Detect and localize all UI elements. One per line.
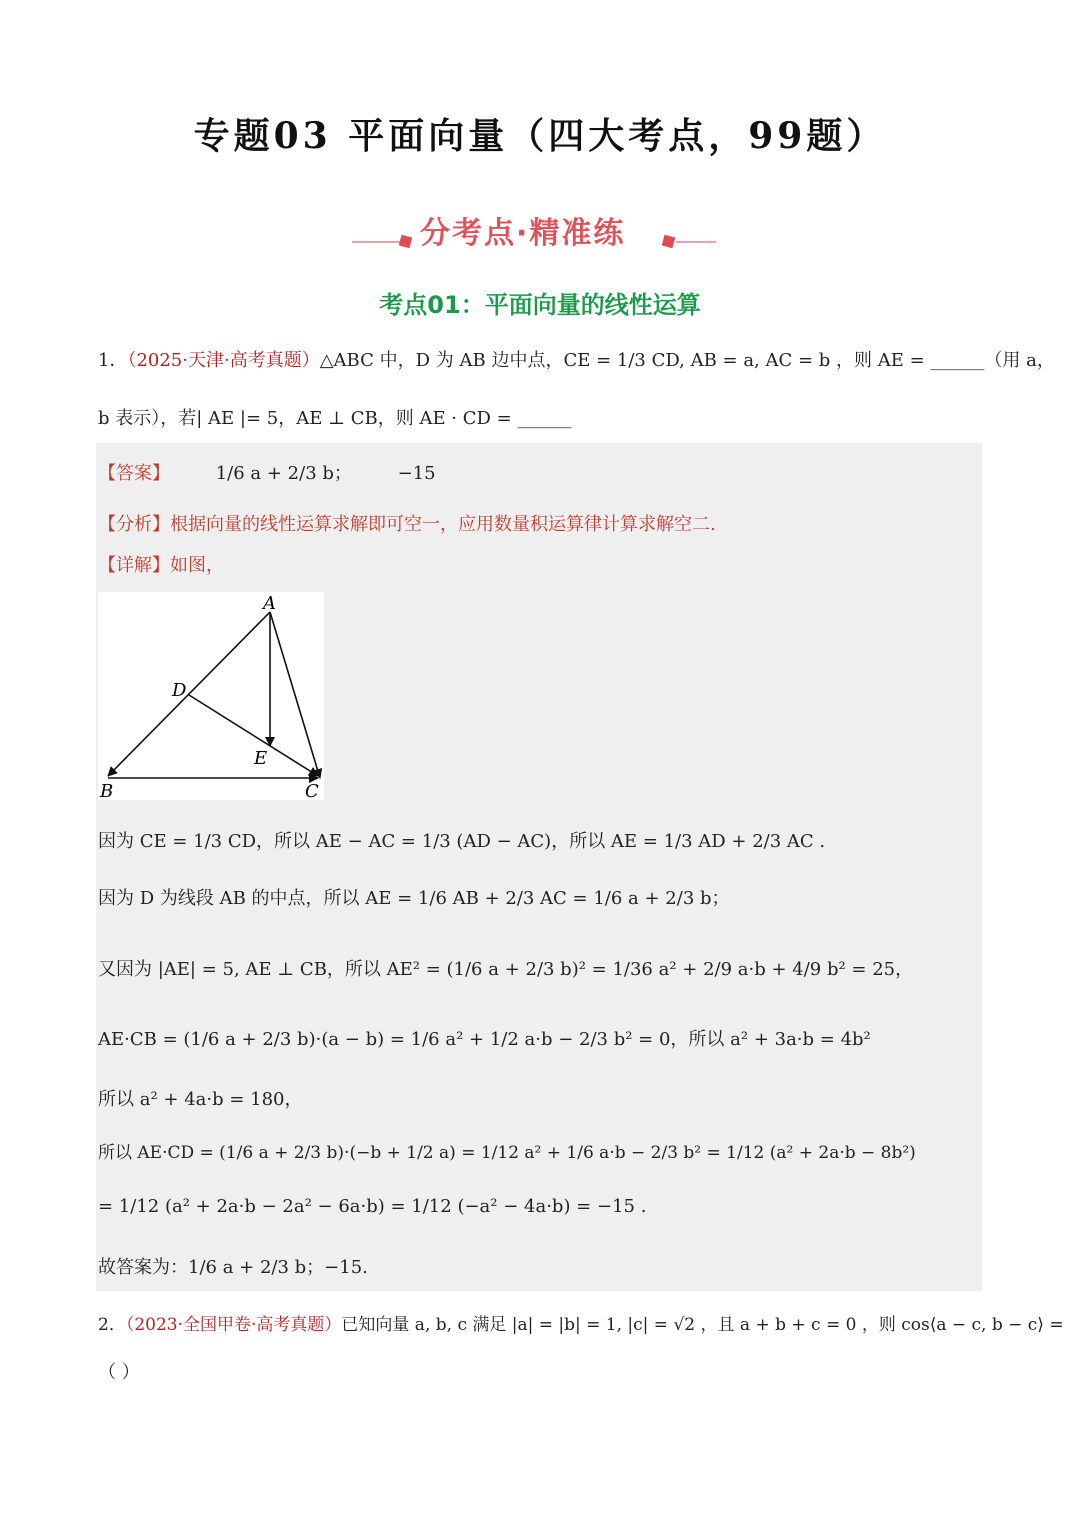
- label-b: B: [100, 781, 114, 800]
- step-4: AE·CB = (1/6 a + 2/3 b)·(a − b) = 1/6 a² + 1/2 a·b − 2/3 b² = 0，所以 a² + 3a·b = 4b²: [98, 1029, 871, 1050]
- q1-number: 1．: [98, 350, 128, 371]
- step-2: 因为 D 为线段 AB 的中点，所以 AE = 1/6 AB + 2/3 AC = 1/6 a + 2/3 b；: [98, 888, 730, 909]
- q2-source: （2023·全国甲卷·高考真题）: [125, 1315, 342, 1335]
- q1-line2: b 表示），若| AE |= 5，AE ⊥ CB，则 AE · CD = ______: [98, 408, 572, 429]
- banner-right-line: [676, 241, 716, 243]
- detail-label: 【详解】: [98, 555, 170, 576]
- banner-left-square-icon: [399, 235, 412, 248]
- section-title: 考点01：平面向量的线性运算: [379, 291, 701, 319]
- q2-number: 2．: [98, 1315, 126, 1335]
- label-e: E: [254, 748, 268, 769]
- step-7: = 1/12 (a² + 2a·b − 2a² − 6a·b) = 1/12 (−a² − 4a·b) = −15 .: [98, 1196, 647, 1217]
- answer-value1: 1/6 a + 2/3 b；: [215, 463, 352, 484]
- answer-value2: −15: [397, 463, 436, 484]
- step-1: 因为 CE = 1/3 CD，所以 AE − AC = 1/3 (AD − AC)，所以 AE = 1/3 AD + 2/3 AC .: [98, 831, 826, 852]
- q1-line1: [98, 346, 1055, 372]
- q2-line1: [98, 1310, 1064, 1335]
- banner-left-line: [352, 241, 400, 243]
- analysis-row: [98, 510, 716, 536]
- vector-ac: [270, 612, 320, 778]
- q2-text: 已知向量 a, b, c 满足 |a| = |b| = 1, |c| = √2 ，且 a + b + c = 0 ，则 cos⟨a − c, b − c⟩ =: [341, 1315, 1064, 1335]
- label-d: D: [172, 680, 187, 701]
- answer-label: 【答案】: [98, 463, 170, 484]
- step-6: 所以 AE·CD = (1/6 a + 2/3 b)·(−b + 1/2 a) = 1/12 a² + 1/6 a·b − 2/3 b² = 1/12 (a² + 2a·b − 8b²): [98, 1143, 916, 1163]
- vector-ab: [108, 612, 270, 776]
- label-a: A: [263, 593, 276, 614]
- banner-text: 分考点·精准练: [420, 216, 626, 251]
- banner: [0, 208, 1080, 258]
- step-5: 所以 a² + 4a·b = 180，: [98, 1089, 303, 1110]
- answer-row: [98, 459, 436, 485]
- answer-box: [96, 443, 982, 1291]
- q2-paren: （ ）: [98, 1362, 140, 1383]
- q1-source: （2025·天津·高考真题）: [127, 350, 320, 371]
- document-title: 专题03 平面向量（四大考点，99题）: [193, 115, 887, 157]
- step-8: 故答案为：1/6 a + 2/3 b；−15.: [98, 1257, 368, 1278]
- analysis-label: 【分析】: [98, 514, 170, 535]
- banner-right-square-icon: [662, 235, 675, 248]
- q1-line1-text: △ABC 中，D 为 AB 边中点，CE = 1/3 CD, AB = a, AC = b ，则 AE = ______（用 a，: [319, 350, 1055, 371]
- analysis-text: 根据向量的线性运算求解即可空一，应用数量积运算律计算求解空二.: [170, 514, 716, 535]
- step-3: 又因为 |AE| = 5, AE ⊥ CB，所以 AE² = (1/6 a + 2/3 b)² = 1/36 a² + 2/9 a·b + 4/9 b² = 25，: [98, 959, 914, 980]
- triangle-figure: [98, 592, 324, 800]
- label-c: C: [305, 781, 319, 800]
- detail-text: 如图，: [170, 555, 224, 576]
- detail-row: [98, 551, 224, 577]
- triangle-diagram: [98, 592, 324, 800]
